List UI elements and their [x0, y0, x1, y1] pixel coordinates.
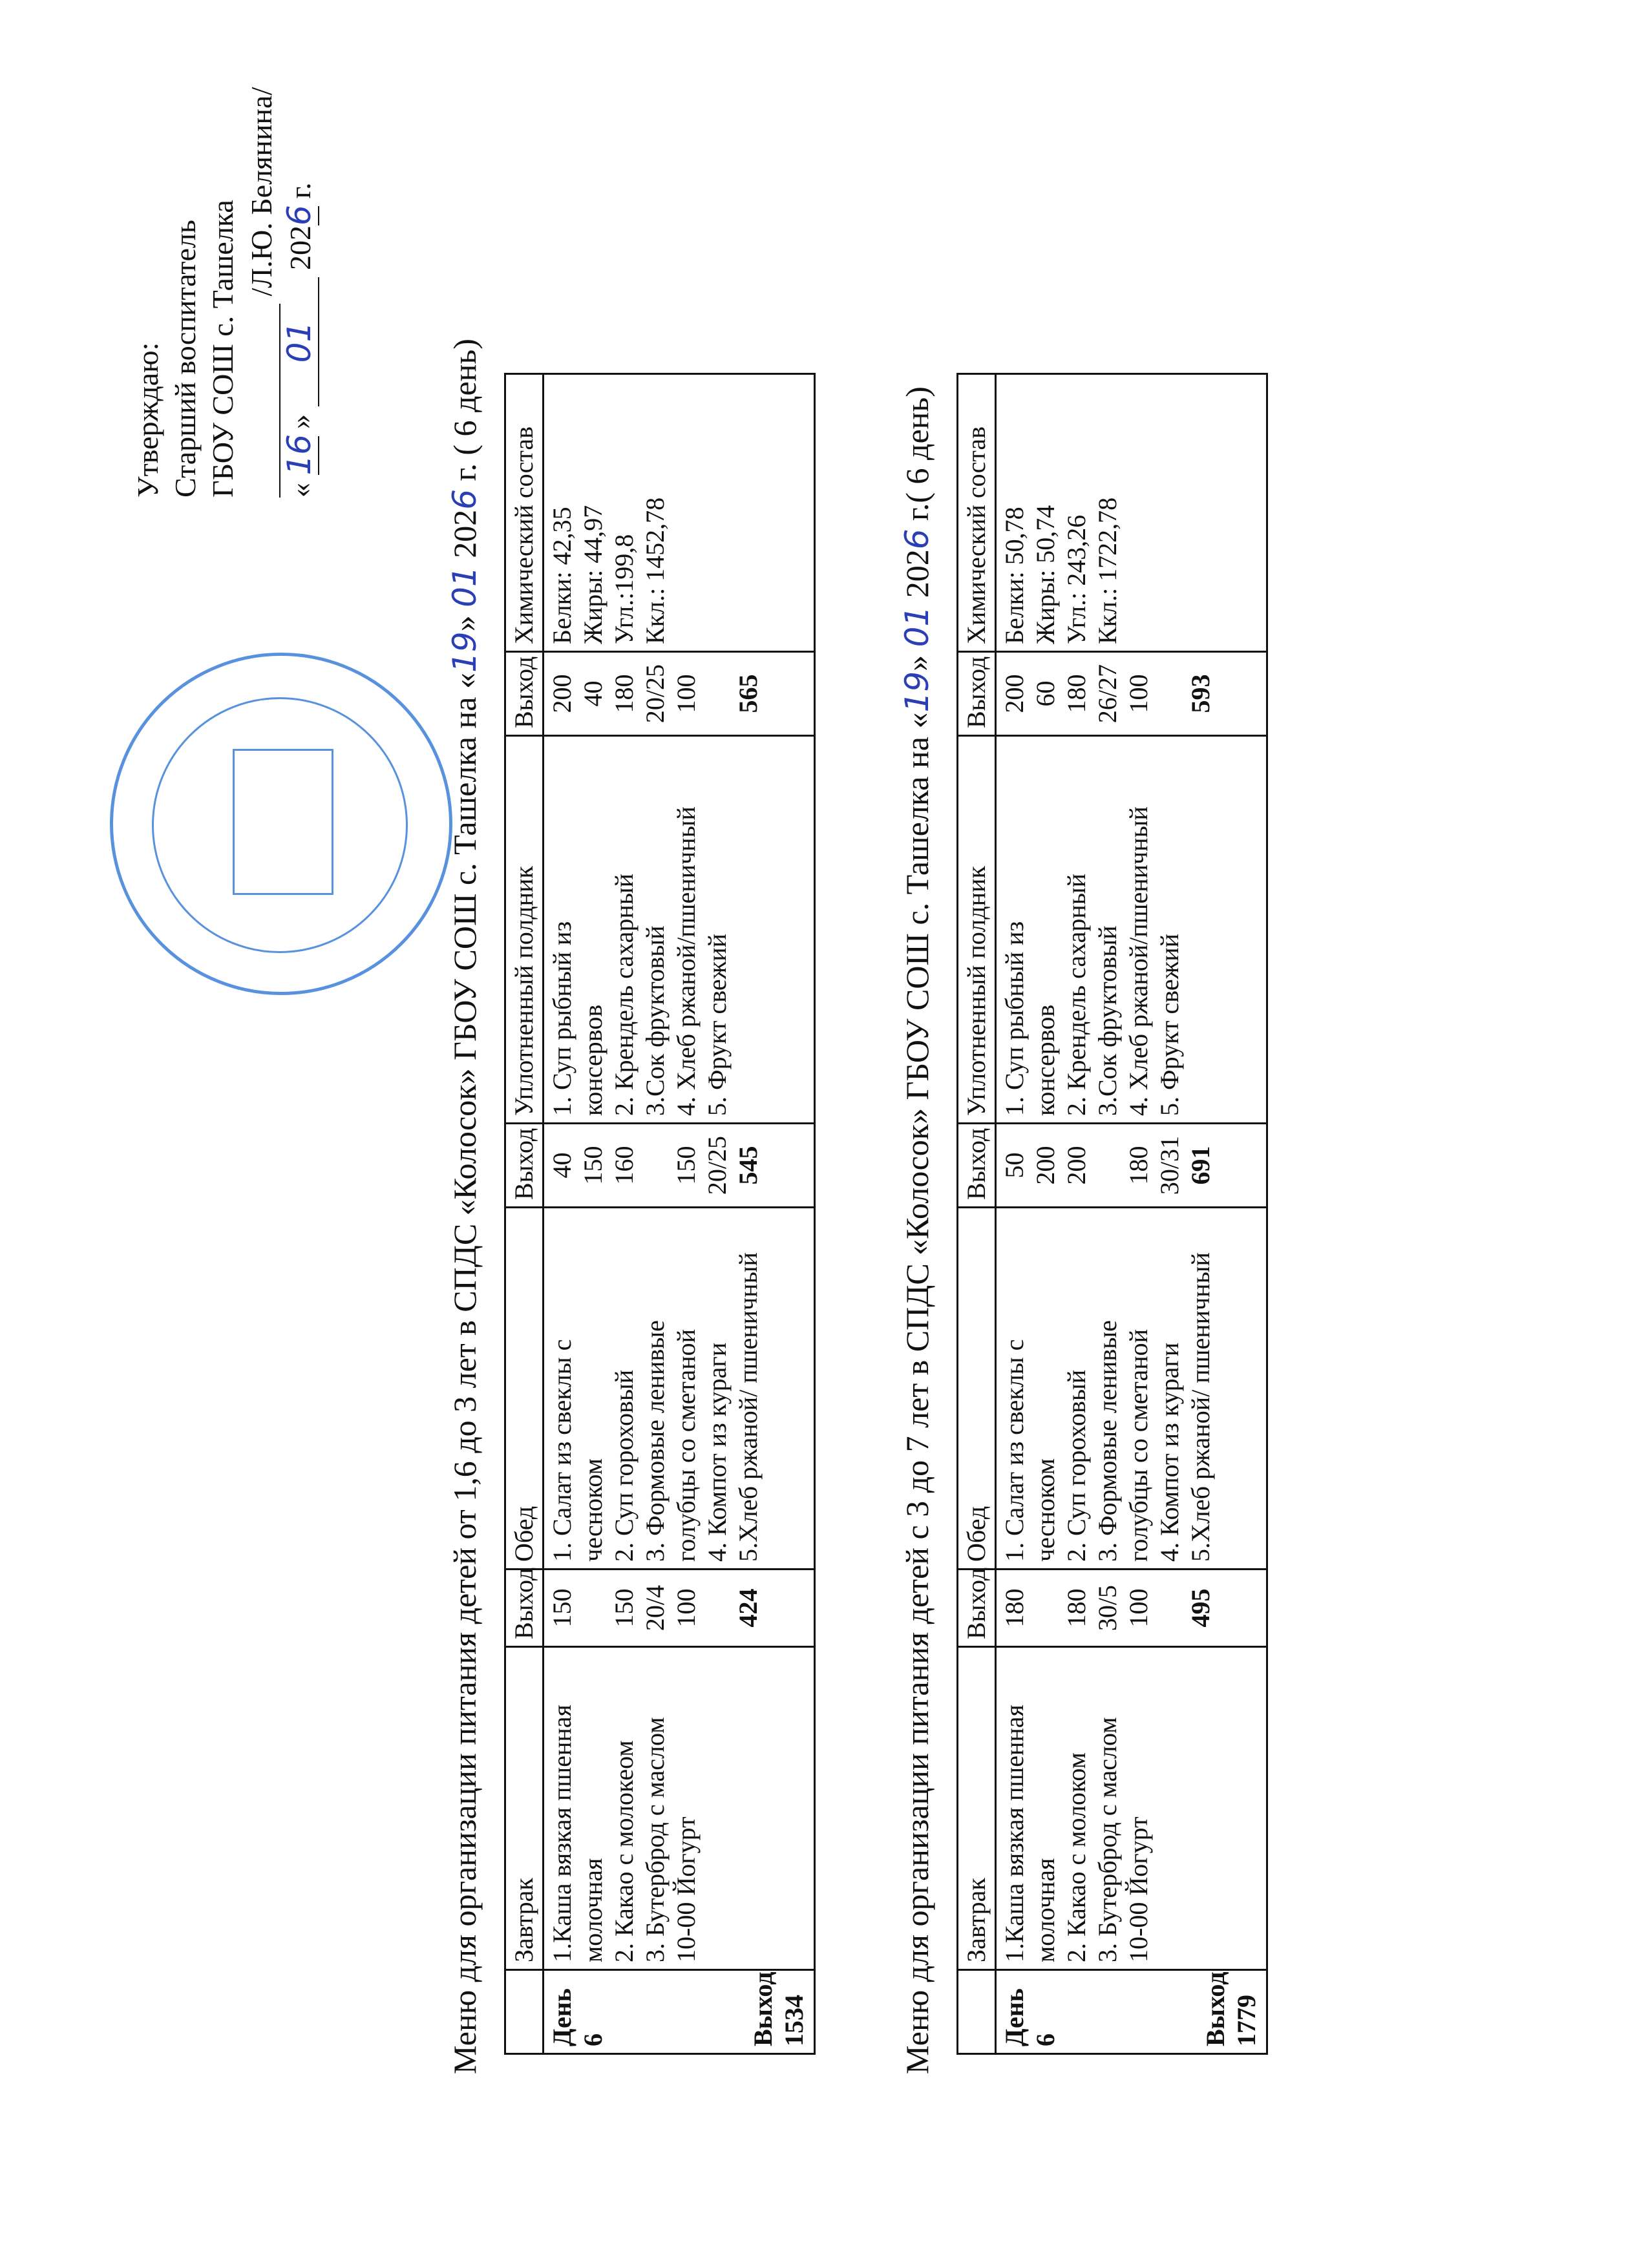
- list-item: 5. Фрукт свежий: [1155, 933, 1184, 1116]
- yield-value: 180: [609, 674, 639, 713]
- list-item: молочная: [578, 1858, 607, 1962]
- yield-value: 180: [1000, 1588, 1029, 1628]
- header-chem: Химический состав: [958, 374, 996, 652]
- list-item: голубцы со сметаной: [1124, 1328, 1153, 1562]
- chem-items: [996, 374, 1267, 652]
- list-item: 4. Хлеб ржаной/пшеничный: [671, 806, 701, 1116]
- day-total-value: 1534: [779, 1995, 808, 2046]
- snack-total: 565: [734, 674, 763, 713]
- yield-value: [1154, 1577, 1185, 1639]
- title-month: 01: [446, 566, 483, 607]
- header-snack-yield: Выход: [958, 652, 996, 736]
- date-year-prefix: 202: [284, 226, 317, 270]
- yield-value: 200: [1000, 674, 1029, 713]
- list-item: голубцы со сметаной: [671, 1328, 701, 1562]
- day-total: [748, 1972, 810, 2046]
- list-item: 3. Формовые ленивые: [640, 1320, 670, 1562]
- table-row: [544, 374, 815, 2054]
- breakfast-items: [544, 1647, 815, 1970]
- header-snack-yield: Выход: [505, 652, 544, 736]
- yield-value: [578, 1577, 609, 1639]
- approver-name: /Л.Ю. Белянина/: [245, 87, 278, 297]
- list-item: 3.Сок фруктовый: [640, 925, 670, 1116]
- lunch-yields: [544, 1124, 815, 1208]
- date-year-suffix: г.: [284, 182, 317, 199]
- yield-value: 150: [671, 1146, 701, 1185]
- day-label: День 6: [547, 1988, 607, 2046]
- date-quote-open: «: [284, 483, 317, 498]
- list-item: 3. Бутерброд с маслом: [1093, 1717, 1122, 1962]
- yield-value: 100: [671, 1588, 701, 1628]
- header-breakfast-yield: Выход: [505, 1570, 544, 1647]
- list-item: 1. Салат из свеклы с: [547, 1339, 576, 1562]
- list-item: 3.Сок фруктовый: [1093, 925, 1122, 1116]
- title-year-digit: 6: [898, 529, 936, 550]
- list-item: Белки: 50,78: [1000, 507, 1029, 644]
- stamp-center-box: [233, 749, 333, 895]
- list-item: 2. Какао с молоком: [1062, 1752, 1091, 1962]
- yield-value: 26/27: [1093, 664, 1122, 724]
- table-header-row: [505, 374, 544, 2054]
- yield-value: [640, 1131, 671, 1200]
- title-quote: »: [899, 655, 935, 671]
- yield-value: 20/25: [640, 664, 670, 724]
- breakfast-total: 424: [734, 1588, 763, 1628]
- chem-items: [544, 374, 815, 652]
- lunch-yields: [996, 1124, 1267, 1208]
- list-item: 4. Компот из кураги: [1155, 1342, 1184, 1562]
- menu-table-toddlers: [504, 373, 816, 2055]
- approval-date: [280, 97, 319, 498]
- header-snack: Уплотненный полдник: [505, 736, 544, 1124]
- lunch-items: [996, 1208, 1267, 1570]
- day-total: [1200, 1972, 1262, 2046]
- list-item: Жиры: 50,74: [1031, 505, 1060, 644]
- header-day: [505, 1970, 544, 2054]
- list-item: молочная: [1031, 1858, 1060, 1962]
- list-item: 2. Какао с молокеом: [609, 1740, 639, 1962]
- lunch-total: 545: [734, 1146, 763, 1185]
- day-total-label: Выход: [1201, 1971, 1230, 2046]
- approval-heading: Утверждаю:: [131, 342, 164, 498]
- organization-stamp: [110, 653, 452, 995]
- title-day: 19: [446, 631, 483, 673]
- title-day: 19: [898, 671, 936, 713]
- title-year-digit: 6: [446, 488, 483, 510]
- list-item: 2. Суп гороховый: [1062, 1369, 1091, 1562]
- yield-value: 150: [578, 1146, 607, 1185]
- date-day: 16: [280, 434, 318, 476]
- header-lunch-yield: Выход: [958, 1124, 996, 1208]
- header-lunch: Обед: [505, 1208, 544, 1570]
- yield-value: [1092, 1131, 1123, 1200]
- yield-value: 100: [1124, 674, 1153, 713]
- list-item: Жиры: 44,97: [578, 505, 607, 644]
- yield-value: 30/5: [1093, 1584, 1122, 1632]
- yield-value: 20/4: [640, 1584, 670, 1632]
- header-breakfast: Завтрак: [958, 1647, 996, 1970]
- list-item: 1. Суп рыбный из: [1000, 921, 1029, 1116]
- yield-value: 100: [1124, 1588, 1153, 1628]
- yield-value: 60: [1031, 680, 1060, 707]
- list-item: 2. Крендель сахарный: [609, 873, 639, 1116]
- list-item: Угл.:199,8: [609, 534, 639, 644]
- signature: [242, 304, 280, 498]
- list-item: 4. Компот из кураги: [703, 1342, 732, 1562]
- list-item: 2. Суп гороховый: [609, 1369, 639, 1562]
- list-item: 3. Формовые ленивые: [1093, 1320, 1122, 1562]
- yield-value: 160: [609, 1146, 639, 1185]
- yield-value: 200: [547, 674, 576, 713]
- header-lunch-yield: Выход: [505, 1124, 544, 1208]
- yield-value: 40: [547, 1152, 576, 1179]
- list-item: Угл.: 243,26: [1062, 514, 1091, 644]
- list-item: 3. Бутерброд с маслом: [640, 1717, 670, 1962]
- list-item: консервов: [578, 1004, 607, 1116]
- snack-yields: [996, 652, 1267, 736]
- breakfast-total: 495: [1186, 1588, 1215, 1628]
- list-item: чесноком: [1031, 1458, 1060, 1562]
- yield-value: 100: [671, 674, 701, 713]
- yield-value: 40: [578, 680, 607, 707]
- title-year: 202: [899, 549, 935, 598]
- title-month: 01: [898, 605, 936, 647]
- list-item: 10-00 Йогурт: [1124, 1816, 1153, 1962]
- snack-items: [996, 736, 1267, 1124]
- title-prefix: Меню для организации питания детей с 3 до 7 лет в СПДС «Колосок» ГБОУ СОШ с. Ташелка на «: [899, 712, 935, 2074]
- list-item: 2. Крендель сахарный: [1062, 873, 1091, 1116]
- approval-position: Старший воспитатель: [169, 220, 202, 498]
- yield-value: 200: [1062, 1146, 1091, 1185]
- menu-table-preschool: [956, 373, 1268, 2055]
- table-row: [996, 374, 1267, 2054]
- header-breakfast-yield: Выход: [958, 1570, 996, 1647]
- yield-value: 180: [1062, 674, 1091, 713]
- day-total-value: 1779: [1232, 1995, 1261, 2046]
- day-label: День 6: [1000, 1988, 1060, 2046]
- snack-total: 593: [1186, 674, 1215, 713]
- approval-organization: ГБОУ СОШ с. Ташелка: [206, 200, 239, 498]
- list-item: Белки: 42,35: [547, 507, 576, 644]
- breakfast-items: [996, 1647, 1267, 1970]
- day-cell: [544, 1970, 815, 2054]
- menu-title-preschool: [898, 386, 936, 2074]
- yield-value: 150: [609, 1588, 639, 1628]
- title-suffix: г.( 6 день): [899, 386, 935, 521]
- menu-title-toddlers: [446, 339, 483, 2074]
- yield-value: 20/25: [703, 1135, 732, 1195]
- breakfast-yields: [996, 1570, 1267, 1647]
- yield-value: 180: [1124, 1146, 1153, 1185]
- lunch-total: 691: [1186, 1146, 1215, 1185]
- header-breakfast: Завтрак: [505, 1647, 544, 1970]
- list-item: 1.Каша вязкая пшенная: [547, 1705, 576, 1962]
- list-item: 5. Фрукт свежий: [703, 933, 732, 1116]
- list-item: 5.Хлеб ржаной/ пшеничный: [1186, 1252, 1215, 1562]
- yield-value: 30/31: [1155, 1135, 1184, 1195]
- header-lunch: Обед: [958, 1208, 996, 1570]
- day-total-label: Выход: [748, 1971, 777, 2046]
- header-chem: Химический состав: [505, 374, 544, 652]
- list-item: Ккл.: 1452,78: [640, 497, 670, 644]
- yield-value: [1030, 1577, 1061, 1639]
- lunch-items: [544, 1208, 815, 1570]
- breakfast-yields: [544, 1570, 815, 1647]
- date-month: 01: [280, 278, 319, 407]
- yield-value: [1154, 659, 1185, 728]
- header-snack: Уплотненный полдник: [958, 736, 996, 1124]
- title-prefix: Меню для организации питания детей от 1,6 до 3 лет в СПДС «Колосок» ГБОУ СОШ с. Ташелка на «: [447, 673, 483, 2074]
- list-item: 1. Суп рыбный из: [547, 921, 576, 1116]
- list-item: 10-00 Йогурт: [671, 1816, 701, 1962]
- list-item: 4. Хлеб ржаной/пшеничный: [1124, 806, 1153, 1116]
- list-item: консервов: [1031, 1004, 1060, 1116]
- snack-yields: [544, 652, 815, 736]
- header-day: [958, 1970, 996, 2054]
- yield-value: 50: [1000, 1152, 1029, 1179]
- snack-items: [544, 736, 815, 1124]
- list-item: Ккл.: 1722,78: [1093, 497, 1122, 644]
- list-item: 1. Салат из свеклы с: [1000, 1339, 1029, 1562]
- list-item: 1.Каша вязкая пшенная: [1000, 1705, 1029, 1962]
- list-item: чесноком: [578, 1458, 607, 1562]
- yield-value: 180: [1062, 1588, 1091, 1628]
- yield-value: [702, 1577, 733, 1639]
- table-header-row: [958, 374, 996, 2054]
- approval-signature-line: [242, 87, 280, 498]
- title-year: 202: [447, 509, 483, 558]
- day-cell: [996, 1970, 1267, 2054]
- yield-value: [702, 659, 733, 728]
- list-item: 5.Хлеб ржаной/ пшеничный: [734, 1252, 763, 1562]
- yield-value: 150: [547, 1588, 576, 1628]
- date-year-digit: 6: [280, 205, 318, 226]
- approval-block: [129, 87, 319, 498]
- title-quote: »: [447, 615, 483, 632]
- title-suffix: г. ( 6 день): [447, 339, 483, 481]
- yield-value: 200: [1031, 1146, 1060, 1185]
- date-quote-close: »: [284, 414, 317, 429]
